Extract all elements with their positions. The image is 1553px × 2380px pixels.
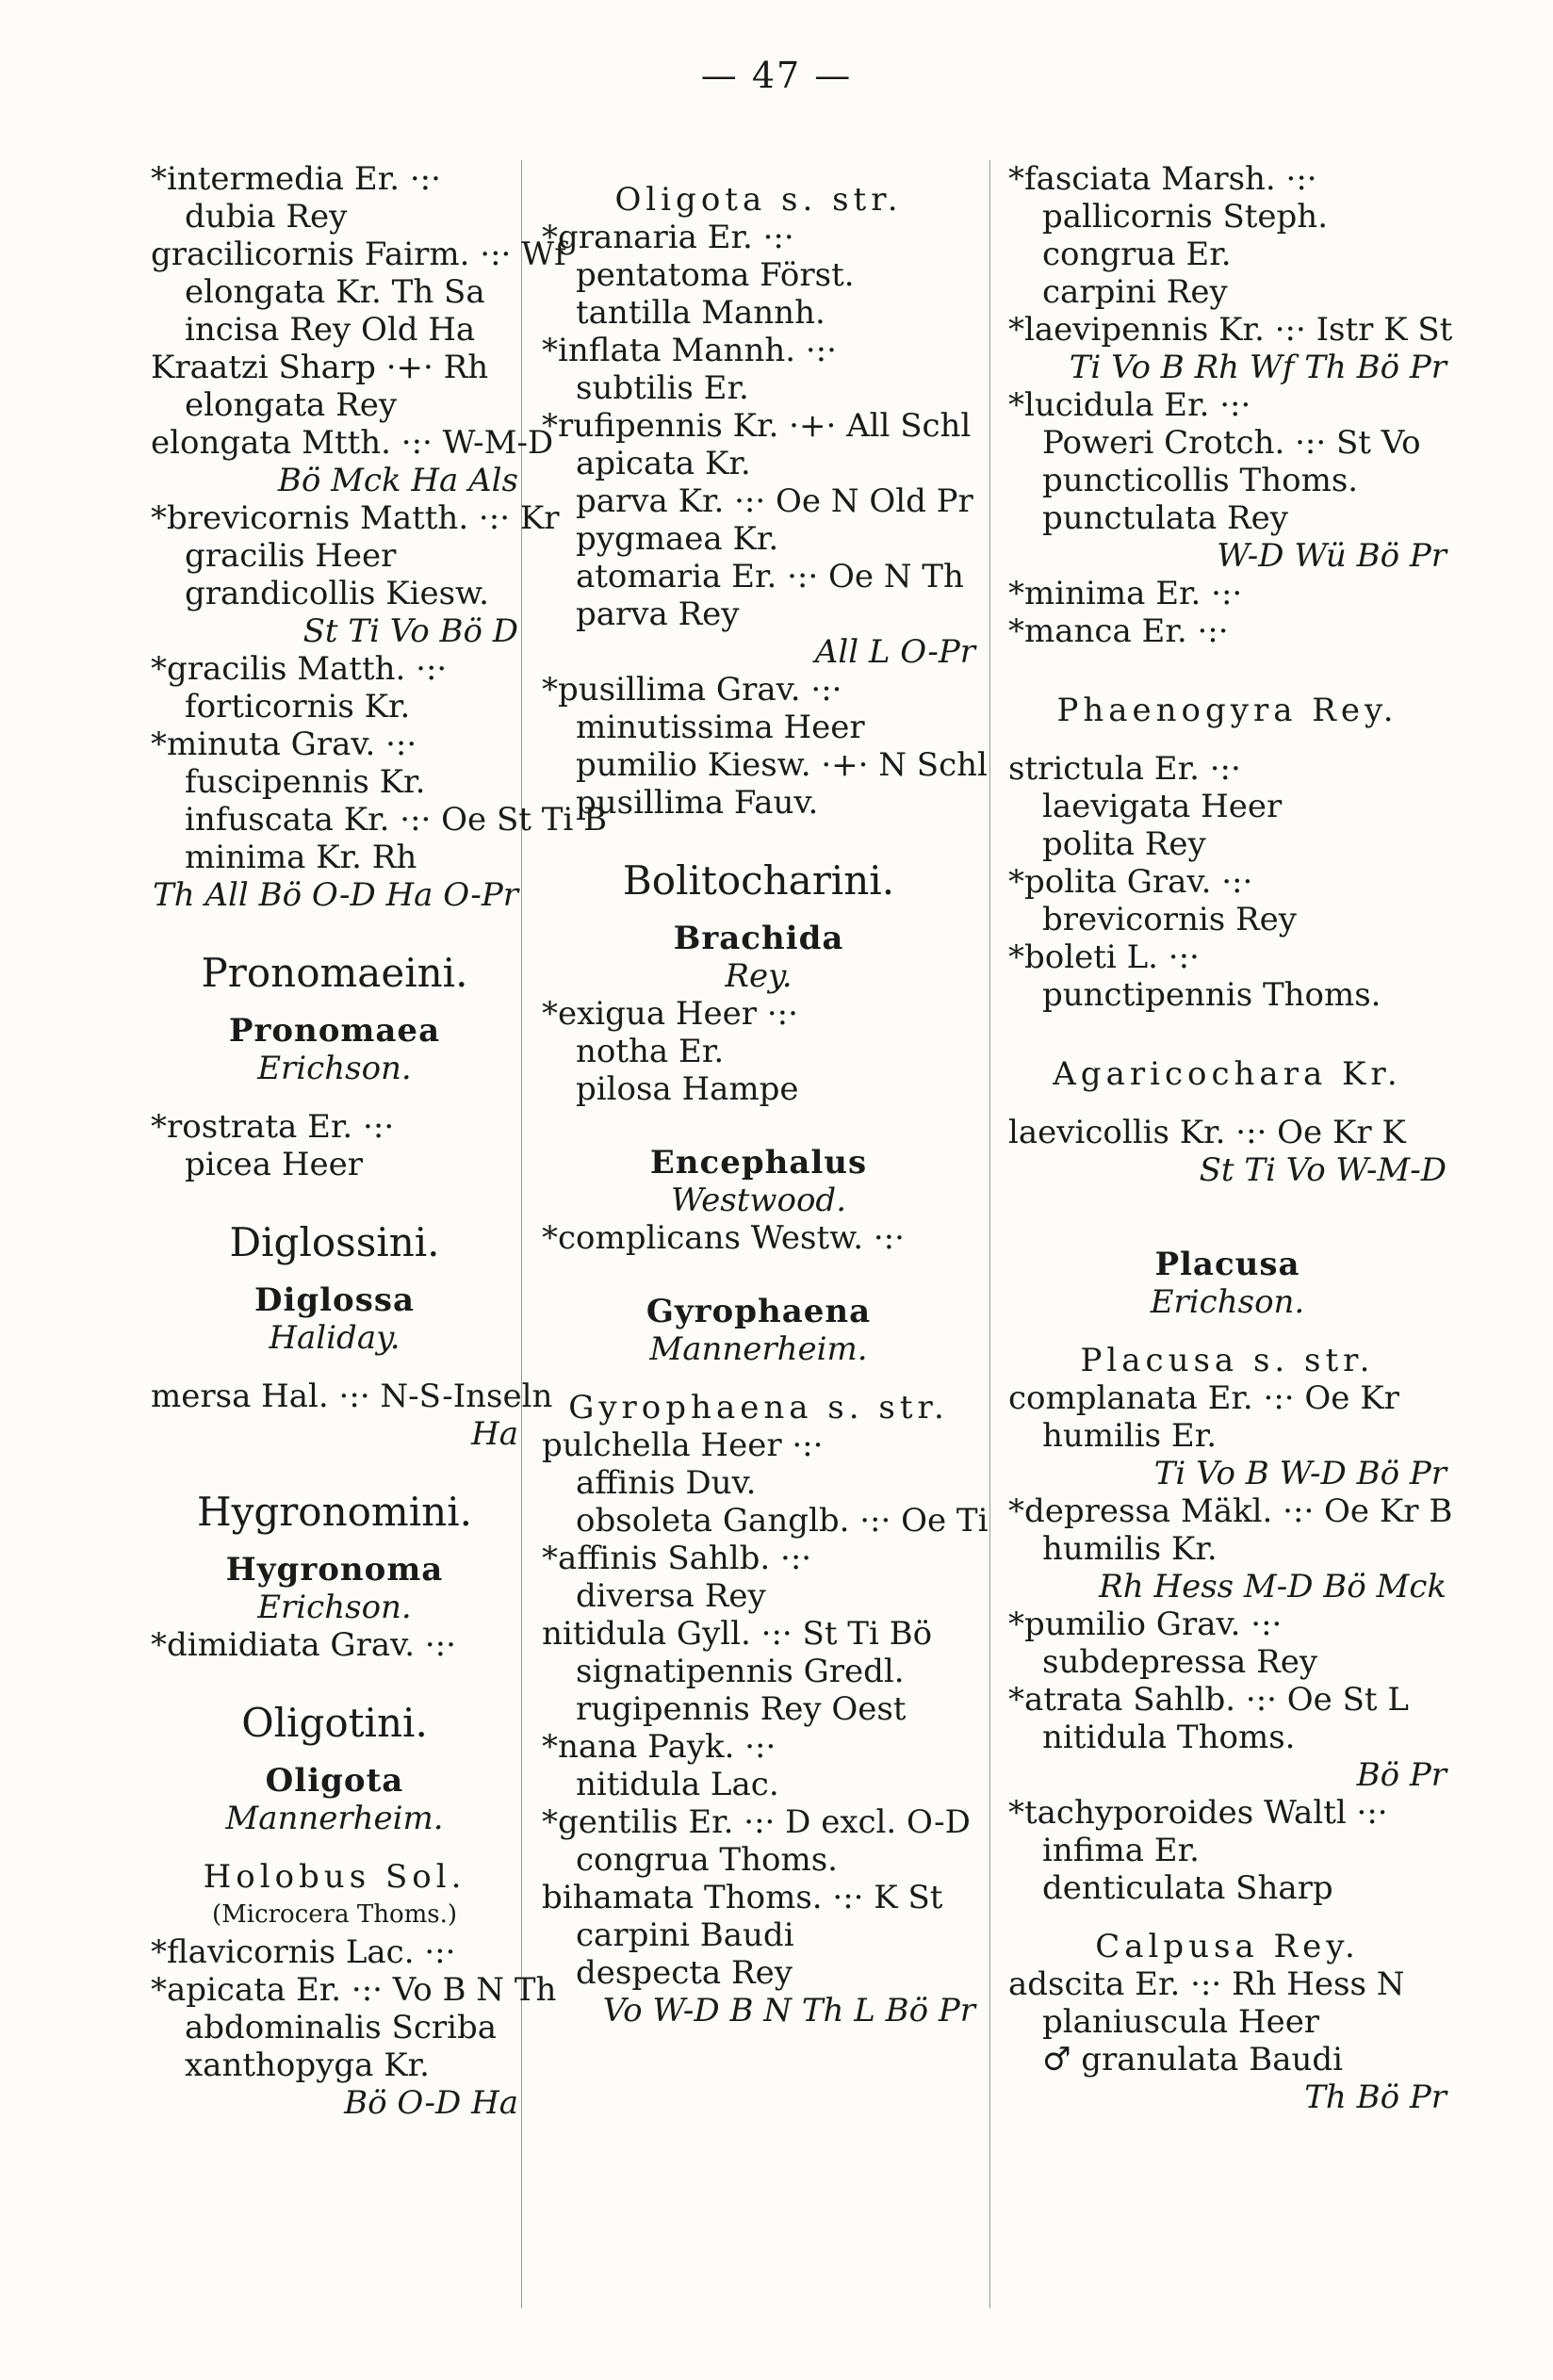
genus-author: Erichson. — [257, 1589, 412, 1626]
species-entry: subtilis Er. — [576, 369, 749, 407]
species-entry: incisa Rey Old Ha — [185, 311, 476, 349]
species-entry: *laevipennis Kr. ·:· Istr K St — [1008, 311, 1453, 349]
species-entry: rugipennis Rey Oest — [576, 1690, 907, 1728]
species-entry: grandicollis Kiesw. — [185, 575, 489, 612]
species-entry: nitidula Thoms. — [1042, 1719, 1296, 1756]
species-entry: pygmaea Kr. — [576, 520, 779, 558]
species-entry: strictula Er. ·:· — [1008, 750, 1241, 788]
species-entry: adscita Er. ·:· Rh Hess N — [1008, 1965, 1405, 2003]
species-entry: *atrata Sahlb. ·:· Oe St L — [1008, 1681, 1409, 1719]
genus-author: Haliday. — [269, 1319, 401, 1357]
species-entry: despecta Rey — [576, 1954, 793, 1992]
spacer — [1008, 1210, 1447, 1231]
species-entry: *complicans Westw. ·:· — [542, 1219, 905, 1257]
species-entry: *gracilis Matth. ·:· — [151, 650, 448, 688]
spacer — [1008, 1014, 1447, 1035]
species-entry: *tachyporoides Waltl ·:· — [1008, 1794, 1388, 1832]
tribe-heading: Pronomaeini. — [201, 950, 468, 996]
species-entry: ♂ granulata Baudi — [1042, 2041, 1344, 2078]
species-entry: *manca Er. ·:· — [1008, 612, 1229, 650]
species-entry: *affinis Sahlb. ·:· — [542, 1540, 812, 1577]
subgenus-heading: Placusa s. str. — [1080, 1342, 1375, 1379]
species-entry: xanthopyga Kr. — [185, 2046, 430, 2084]
species-entry: *pusillima Grav. ·:· — [542, 671, 842, 709]
species-entry: infima Er. — [1042, 1832, 1200, 1869]
species-entry: mersa Hal. ·:· N-S-Inseln — [151, 1377, 553, 1415]
species-entry: congrua Thoms. — [576, 1841, 838, 1879]
species-entry: forticornis Kr. — [185, 688, 411, 725]
spacer — [542, 1108, 975, 1129]
species-entry: subdepressa Rey — [1042, 1643, 1318, 1681]
species-entry: planiuscula Heer — [1042, 2003, 1320, 2041]
species-entry: pilosa Hampe — [576, 1070, 799, 1108]
species-entry: *fasciata Marsh. ·:· — [1008, 160, 1317, 198]
subgenus-heading: Agaricochara Kr. — [1053, 1055, 1402, 1093]
species-entry: *gentilis Er. ·:· D excl. O-D — [542, 1803, 971, 1841]
species-entry: diversa Rey — [576, 1577, 766, 1615]
species-entry: *inflata Mannh. ·:· — [542, 332, 837, 369]
spacer — [1008, 1093, 1447, 1114]
column-right — [1008, 160, 1453, 2116]
tribe-heading: Hygronomini. — [196, 1489, 473, 1535]
species-entry: complanata Er. ·:· Oe Kr — [1008, 1379, 1399, 1417]
species-entry: nitidula Gyll. ·:· St Ti Bö — [542, 1615, 933, 1653]
species-entry: pulchella Heer ·:· — [542, 1426, 824, 1464]
species-entry: affinis Duv. — [576, 1464, 757, 1502]
species-entry: *boleti L. ·:· — [1008, 938, 1200, 976]
distribution-line: Rh Hess M-D Bö Mck — [1099, 1568, 1447, 1606]
distribution-line: Vo W-D B N Th L Bö Pr — [602, 1992, 975, 2030]
species-entry: gracilis Heer — [185, 537, 397, 575]
genus-heading: Hygronoma — [225, 1551, 444, 1589]
species-entry: laevigata Heer — [1042, 788, 1283, 825]
column-middle — [542, 160, 989, 2030]
genus-author: Erichson. — [1150, 1283, 1305, 1321]
genus-heading: Oligota — [265, 1762, 404, 1800]
distribution-line: All L O-Pr — [814, 633, 975, 671]
species-entry: elongata Kr. Th Sa — [185, 273, 485, 311]
spacer — [542, 1257, 975, 1278]
species-entry: elongata Rey — [185, 386, 398, 424]
genus-author: Erichson. — [257, 1050, 412, 1087]
distribution-line: Bö O-D Ha — [344, 2084, 518, 2122]
species-entry: denticulata Sharp — [1042, 1869, 1333, 1907]
species-entry: minima Kr. Rh — [185, 839, 417, 876]
distribution-line: W-D Wü Bö Pr — [1217, 537, 1447, 575]
genus-heading: Encephalus — [649, 1144, 868, 1182]
species-entry: *pumilio Grav. ·:· — [1008, 1606, 1283, 1643]
species-entry: *nana Payk. ·:· — [542, 1728, 776, 1766]
species-entry: brevicornis Rey — [1042, 901, 1297, 938]
species-entry: carpini Rey — [1042, 273, 1228, 311]
species-entry: gracilicornis Fairm. ·:· Wf — [151, 236, 566, 273]
distribution-line: Ti Vo B W-D Bö Pr — [1153, 1455, 1447, 1492]
species-entry: *apicata Er. ·:· Vo B N Th — [151, 1971, 557, 2009]
species-entry: *exigua Heer ·:· — [542, 995, 798, 1033]
distribution-line: Ha — [471, 1415, 518, 1453]
genus-heading: Pronomaea — [228, 1012, 441, 1050]
genus-author: Mannerheim. — [649, 1330, 868, 1368]
species-entry: *minima Er. ·:· — [1008, 575, 1243, 612]
species-entry: pumilio Kiesw. ·+· N Schl — [576, 746, 988, 784]
species-entry: laevicollis Kr. ·:· Oe Kr K — [1008, 1114, 1406, 1151]
species-entry: *intermedia Er. ·:· — [151, 160, 441, 198]
subgenus-heading: Calpusa Rey. — [1095, 1928, 1360, 1965]
species-entry: punctulata Rey — [1042, 499, 1288, 537]
distribution-line: Th Bö Pr — [1304, 2078, 1447, 2116]
species-entry: puncticollis Thoms. — [1042, 462, 1359, 499]
species-entry: dubia Rey — [185, 198, 348, 236]
genus-author: Rey. — [725, 957, 793, 995]
spacer — [151, 1087, 518, 1108]
species-entry: *dimidiata Grav. ·:· — [151, 1626, 456, 1664]
species-entry: congrua Er. — [1042, 236, 1232, 273]
subgenus-heading: Oligota s. str. — [614, 181, 903, 219]
species-entry: tantilla Mannh. — [576, 294, 826, 332]
spacer — [1008, 650, 1447, 671]
species-entry: *polita Grav. ·:· — [1008, 863, 1253, 901]
genus-heading: Gyrophaena — [646, 1293, 872, 1330]
distribution-line: Bö Mck Ha Als — [277, 462, 518, 499]
column-divider-right — [989, 160, 990, 2308]
species-entry: fuscipennis Kr. — [185, 763, 426, 801]
species-entry: *rufipennis Kr. ·+· All Schl — [542, 407, 972, 445]
distribution-line: St Ti Vo W-M-D — [1199, 1151, 1447, 1189]
species-entry: punctipennis Thoms. — [1042, 976, 1381, 1014]
subgenus-heading: Gyrophaena s. str. — [568, 1389, 949, 1426]
species-entry: infuscata Kr. ·:· Oe St Ti B — [185, 801, 608, 839]
subgenus-heading: Phaenogyra Rey. — [1056, 692, 1398, 729]
distribution-line: Bö Pr — [1356, 1756, 1447, 1794]
species-entry: *minuta Grav. ·:· — [151, 725, 417, 763]
species-entry: bihamata Thoms. ·:· K St — [542, 1879, 943, 1916]
genus-heading: Diglossa — [253, 1281, 416, 1319]
species-entry: humilis Kr. — [1042, 1530, 1218, 1568]
tribe-heading: Bolitocharini. — [622, 857, 895, 904]
species-entry: Kraatzi Sharp ·+· Rh — [151, 349, 489, 386]
species-entry: obsoleta Ganglb. ·:· Oe Ti — [576, 1502, 989, 1540]
column-left — [151, 160, 608, 2122]
species-entry: *rostrata Er. ·:· — [151, 1108, 395, 1146]
distribution-line: Th All Bö O-D Ha O-Pr — [153, 876, 518, 914]
species-entry: Poweri Crotch. ·:· St Vo — [1042, 424, 1421, 462]
spacer — [1008, 1189, 1447, 1210]
species-entry: picea Heer — [185, 1146, 364, 1183]
species-entry: apicata Kr. — [576, 445, 751, 482]
species-entry: pallicornis Steph. — [1042, 198, 1328, 236]
spacer — [151, 1357, 518, 1377]
species-entry: polita Rey — [1042, 825, 1206, 863]
species-entry: humilis Er. — [1042, 1417, 1218, 1455]
species-entry: abdominalis Scriba — [185, 2009, 498, 2046]
distribution-line: St Ti Vo Bö D — [302, 612, 518, 650]
species-entry: nitidula Lac. — [576, 1766, 779, 1803]
tribe-heading: Oligotini. — [241, 1700, 428, 1746]
page-number: — 47 — — [700, 55, 853, 96]
species-entry: pentatoma Först. — [576, 256, 855, 294]
species-entry: notha Er. — [576, 1033, 725, 1070]
species-entry: minutissima Heer — [576, 709, 865, 746]
genus-heading: Brachida — [673, 920, 844, 957]
species-entry: elongata Mtth. ·:· W-M-D — [151, 424, 554, 462]
species-entry: *granaria Er. ·:· — [542, 219, 794, 256]
spacer — [1008, 729, 1447, 750]
genus-author: Westwood. — [670, 1182, 847, 1219]
subgenus-heading: Holobus Sol. — [203, 1858, 466, 1896]
species-entry: *brevicornis Matth. ·:· Kr — [151, 499, 560, 537]
species-entry: parva Kr. ·:· Oe N Old Pr — [576, 482, 973, 520]
genus-heading: Placusa — [1154, 1246, 1300, 1283]
species-entry: carpini Baudi — [576, 1916, 794, 1954]
tribe-heading: Diglossini. — [229, 1219, 440, 1265]
species-entry: atomaria Er. ·:· Oe N Th — [576, 558, 964, 595]
species-entry: signatipennis Gredl. — [576, 1653, 905, 1690]
genus-author: Mannerheim. — [225, 1800, 444, 1837]
species-entry: pusillima Fauv. — [576, 784, 819, 822]
species-entry: *flavicornis Lac. ·:· — [151, 1933, 456, 1971]
species-entry: (Microcera Thoms.) — [211, 1900, 457, 1929]
species-entry: *lucidula Er. ·:· — [1008, 386, 1251, 424]
species-entry: *depressa Mäkl. ·:· Oe Kr B — [1008, 1492, 1453, 1530]
species-entry: parva Rey — [576, 595, 740, 633]
distribution-line: Ti Vo B Rh Wf Th Bö Pr — [1069, 349, 1447, 386]
